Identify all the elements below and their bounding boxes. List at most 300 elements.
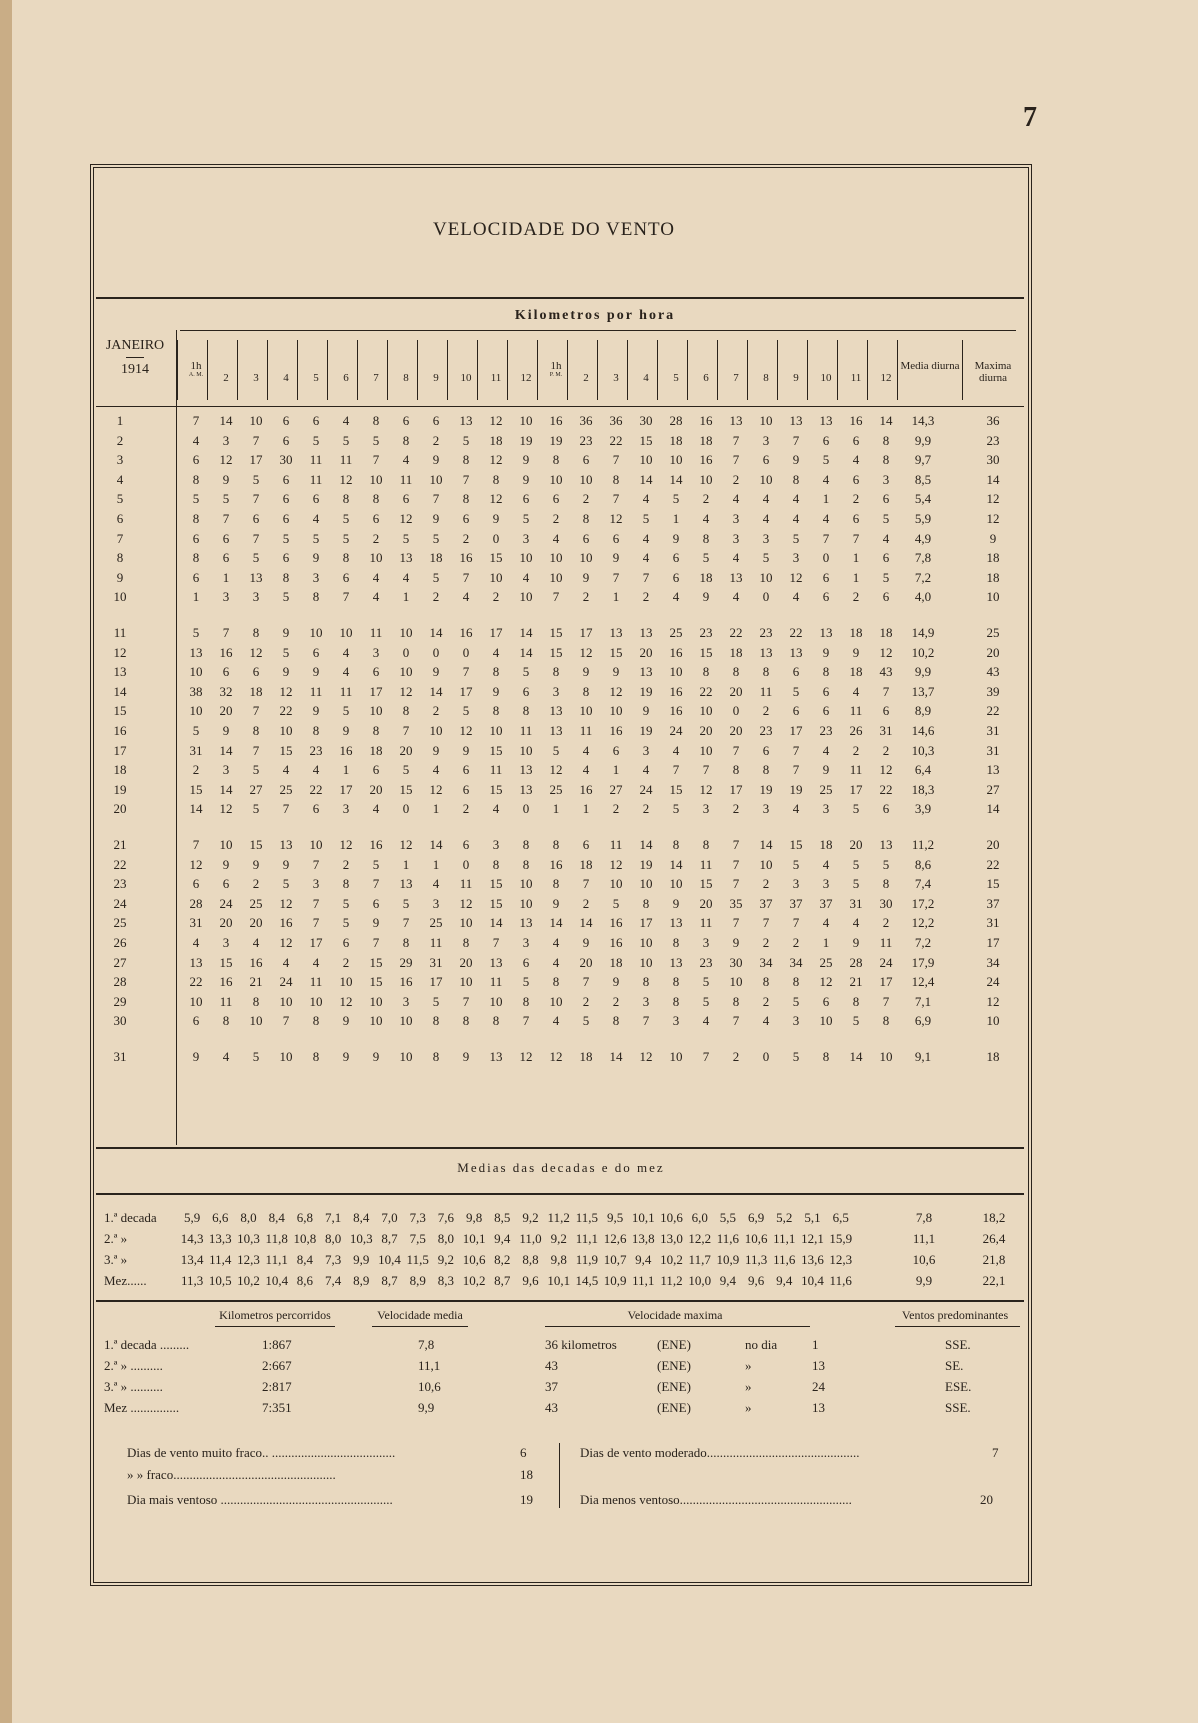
hour-label: 6	[343, 372, 349, 384]
hour-value: 10	[279, 723, 293, 738]
hour-value: 4	[192, 432, 200, 448]
hour-value: 9	[432, 511, 440, 526]
hour-value: 10	[369, 471, 383, 487]
hour-value: 5	[792, 856, 800, 872]
column-rule	[357, 340, 358, 400]
hour-value: 11	[489, 974, 503, 990]
hour-value: 8	[642, 895, 650, 911]
hour-label: 10	[820, 372, 832, 384]
hour-value: 18	[369, 742, 383, 758]
hour-value: 13	[399, 876, 413, 892]
bottom-label: 3.ª » ..........	[104, 1379, 163, 1394]
summary-value: 10,3	[237, 1231, 260, 1246]
hour-value: 14	[189, 801, 203, 817]
hour-value: 2	[492, 589, 500, 605]
hour-value: 8	[402, 703, 410, 719]
muito-fraco-value: 6	[520, 1445, 527, 1460]
summary-value: 9,4	[776, 1273, 793, 1288]
hour-value: 3	[312, 569, 320, 585]
hour-value: 8	[372, 413, 380, 428]
hour-value: 5	[852, 876, 860, 892]
hour-value: 6	[582, 530, 590, 546]
hour-value: 13	[639, 664, 653, 680]
hour-value: 20	[219, 915, 233, 931]
hour-value: 2	[732, 801, 740, 817]
hour-value: 7	[432, 491, 440, 507]
summary-value: 11,1	[632, 1273, 655, 1288]
hour-value: 8	[732, 762, 740, 778]
hour-value: 14	[669, 471, 683, 487]
hour-value: 5	[312, 432, 320, 448]
hour-value: 31	[849, 895, 863, 911]
summary-value: 7,5	[409, 1231, 426, 1246]
hour-value: 12	[609, 683, 623, 699]
hour-value: 8	[762, 974, 770, 990]
daily-max: 12	[986, 491, 1000, 507]
hour-value: 6	[432, 413, 440, 428]
column-rule	[747, 340, 748, 400]
hour-value: 5	[552, 742, 560, 758]
summary-value: 9,2	[437, 1252, 455, 1267]
daily-media: 8,9	[914, 703, 932, 719]
column-rule	[627, 340, 628, 400]
hour-value: 10	[189, 703, 203, 719]
hour-value: 8	[792, 974, 800, 990]
hour-value: 12	[639, 1049, 653, 1064]
hour-value: 37	[789, 895, 803, 911]
hour-value: 17	[309, 935, 323, 950]
hour-value: 7	[222, 625, 230, 640]
hour-value: 15	[369, 974, 383, 990]
hour-value: 9	[582, 935, 590, 950]
hour-value: 15	[549, 644, 563, 660]
hour-value: 8	[582, 683, 590, 699]
hour-value: 11	[759, 683, 773, 699]
hour-value: 5	[342, 915, 350, 931]
summary-value: 7,3	[324, 1252, 342, 1267]
hour-value: 9	[462, 742, 470, 758]
hour-value: 17	[429, 974, 443, 990]
hour-value: 6	[372, 664, 380, 680]
hour-value: 14	[219, 413, 233, 428]
hour-value: 6	[612, 742, 620, 758]
hour-value: 7	[582, 876, 590, 892]
hour-value: 8	[432, 1049, 440, 1064]
hour-value: 7	[192, 413, 200, 428]
hour-value: 8	[342, 550, 350, 566]
hour-value: 9	[312, 550, 320, 566]
hour-value: 3	[732, 530, 740, 546]
hour-value: 18	[669, 432, 683, 448]
vel-media-value: 9,9	[418, 1400, 435, 1415]
hour-value: 10	[369, 703, 383, 719]
summary-value: 8,5	[494, 1210, 511, 1225]
daily-media: 9,1	[914, 1049, 932, 1064]
hour-value: 26	[849, 723, 863, 738]
hour-value: 12	[399, 837, 413, 852]
hour-value: 7	[252, 530, 260, 546]
summary-value: 8,0	[437, 1231, 455, 1246]
hour-value: 2	[582, 895, 590, 911]
hour-value: 4	[432, 762, 440, 778]
hour-value: 4	[342, 413, 350, 428]
summary-value: 9,8	[465, 1210, 483, 1225]
hour-value: 10	[759, 413, 773, 428]
hour-value: 18	[579, 856, 593, 872]
hour-value: 5	[852, 801, 860, 817]
hour-value: 6	[522, 954, 530, 970]
hour-value: 12	[579, 644, 593, 660]
hour-value: 4	[762, 511, 770, 526]
hour-value: 10	[369, 550, 383, 566]
summary-value: 8,4	[268, 1210, 285, 1225]
hour-value: 11	[309, 974, 323, 990]
hour-value: 14	[879, 413, 893, 428]
hour-value: 4	[642, 491, 650, 507]
hour-value: 9	[282, 664, 290, 680]
hour-value: 16	[549, 856, 563, 872]
hour-value: 10	[759, 569, 773, 585]
hour-value: 0	[762, 589, 770, 605]
dia-value: 13	[812, 1400, 825, 1415]
hour-value: 5	[252, 550, 260, 566]
vento-value: SE.	[945, 1358, 964, 1373]
daily-max: 23	[986, 432, 1000, 448]
hour-value: 20	[729, 723, 743, 738]
hour-value: 0	[432, 644, 440, 660]
hour-value: 8	[342, 876, 350, 892]
hour-value: 2	[882, 915, 890, 931]
summary-value: 5,2	[776, 1210, 793, 1225]
hour-value: 14	[549, 915, 563, 931]
hour-value: 6	[582, 452, 590, 468]
hour-value: 7	[222, 511, 230, 526]
hour-value: 5	[282, 644, 290, 660]
hour-value: 37	[819, 895, 833, 911]
daily-max: 18	[986, 569, 1000, 585]
hour-value: 15	[669, 781, 683, 797]
hour-value: 9	[492, 511, 500, 526]
hour-value: 4	[342, 644, 350, 660]
daily-max: 30	[986, 452, 1000, 468]
hour-value: 6	[252, 664, 260, 680]
hour-value: 9	[852, 644, 860, 660]
hour-value: 4	[822, 471, 830, 487]
summary-value: 7,6	[437, 1210, 455, 1225]
hour-value: 18	[819, 837, 833, 852]
daily-media: 14,3	[911, 413, 935, 428]
hour-value: 15	[549, 625, 563, 640]
hour-value: 6	[342, 569, 350, 585]
hour-value: 3	[762, 801, 770, 817]
hour-value: 6	[282, 491, 290, 507]
hour-value: 8	[672, 993, 680, 1009]
day-label: 6	[116, 511, 124, 526]
hour-value: 18	[489, 432, 503, 448]
dia-label: »	[745, 1379, 752, 1394]
hour-value: 9	[672, 530, 680, 546]
hour-value: 13	[789, 413, 803, 428]
hour-value: 10	[639, 876, 653, 892]
hour-value: 27	[609, 781, 623, 797]
day-label: 17	[113, 742, 127, 758]
hour-value: 12	[549, 1049, 563, 1064]
hour-value: 10	[669, 664, 683, 680]
hour-value: 7	[312, 895, 320, 911]
hour-value: 11	[489, 762, 503, 778]
hour-value: 14	[519, 625, 533, 640]
hour-value: 5	[882, 856, 890, 872]
hour-value: 6	[882, 801, 890, 817]
hour-value: 17	[849, 781, 863, 797]
hour-label: 3	[253, 372, 259, 384]
hour-value: 5	[282, 876, 290, 892]
hour-value: 11	[309, 471, 323, 487]
summary-value: 9,5	[606, 1210, 624, 1225]
hour-value: 17	[579, 625, 593, 640]
hour-value: 16	[609, 723, 623, 738]
daily-media: 10,3	[911, 742, 935, 758]
hour-value: 6	[552, 491, 560, 507]
hour-value: 5	[522, 511, 530, 526]
daily-max: 36	[986, 413, 1000, 428]
summary-value: 11,8	[265, 1231, 288, 1246]
daily-media: 14,9	[911, 625, 935, 640]
column-rule	[387, 340, 388, 400]
hour-value: 13	[189, 954, 203, 970]
hour-value: 4	[732, 550, 740, 566]
hour-value: 8	[702, 530, 710, 546]
hour-value: 17	[639, 915, 653, 931]
vento-value: SSE.	[945, 1337, 971, 1352]
hour-value: 4	[312, 954, 320, 970]
day-label: 30	[113, 1013, 127, 1029]
hour-value: 7	[852, 530, 860, 546]
hour-value: 12	[609, 856, 623, 872]
hour-value: 11	[309, 452, 323, 468]
hour-value: 8	[552, 837, 560, 852]
hour-value: 0	[492, 530, 500, 546]
hour-value: 10	[189, 993, 203, 1009]
hour-label: 6	[703, 372, 709, 384]
summary-value: 10,9	[716, 1252, 740, 1267]
hour-value: 10	[759, 471, 773, 487]
hour-label: 9	[433, 372, 439, 384]
summary-value: 8,7	[381, 1231, 398, 1246]
hour-value: 16	[399, 974, 413, 990]
hour-value: 8	[822, 664, 830, 680]
hour-value: 10	[489, 723, 503, 738]
day-label: 19	[113, 781, 127, 797]
hour-value: 1	[432, 801, 440, 817]
hour-value: 31	[429, 954, 443, 970]
year-bar	[126, 357, 144, 358]
column-rule	[777, 340, 778, 400]
hour-value: 6	[402, 491, 410, 507]
day-label: 27	[113, 954, 127, 970]
hour-value: 4	[372, 569, 380, 585]
hour-value: 2	[372, 530, 380, 546]
hour-value: 14	[849, 1049, 863, 1064]
hour-value: 30	[879, 895, 893, 911]
hour-value: 20	[699, 723, 713, 738]
hour-value: 14	[429, 625, 443, 640]
hour-value: 0	[402, 801, 410, 817]
hour-value: 12	[489, 413, 503, 428]
hour-value: 3	[762, 530, 770, 546]
hour-value: 1	[852, 550, 860, 566]
hour-value: 31	[879, 723, 893, 738]
hour-value: 15	[489, 550, 503, 566]
hour-value: 2	[762, 935, 770, 950]
summary-value: 10,4	[378, 1252, 401, 1267]
hour-value: 6	[312, 413, 320, 428]
hour-value: 20	[849, 837, 863, 852]
hour-value: 1	[402, 589, 410, 605]
hour-value: 5	[342, 511, 350, 526]
hour-value: 36	[579, 413, 593, 428]
hour-value: 9	[702, 589, 710, 605]
hour-value: 10	[549, 993, 563, 1009]
hour-value: 10	[309, 625, 323, 640]
column-rule	[177, 340, 178, 400]
hour-value: 7	[732, 915, 740, 931]
hour-label: 1h	[190, 360, 202, 372]
hour-label: 8	[403, 372, 409, 384]
hour-value: 16	[219, 974, 233, 990]
hour-value: 15	[609, 644, 623, 660]
hour-value: 9	[852, 935, 860, 950]
hour-value: 22	[279, 703, 293, 719]
hour-value: 10	[549, 550, 563, 566]
hour-value: 5	[852, 856, 860, 872]
hour-value: 9	[732, 935, 740, 950]
summary-value: 8,2	[494, 1252, 511, 1267]
direction-value: (ENE)	[657, 1358, 691, 1373]
hour-value: 4	[882, 530, 890, 546]
hour-value: 5	[342, 895, 350, 911]
hour-value: 3	[402, 993, 410, 1009]
hour-value: 3	[792, 550, 800, 566]
summary-value: 7,4	[324, 1273, 342, 1288]
hour-value: 10	[279, 1049, 293, 1064]
daily-max: 24	[986, 974, 1000, 990]
hour-value: 15	[369, 954, 383, 970]
hour-value: 8	[882, 876, 890, 892]
hour-value: 10	[549, 471, 563, 487]
summary-value: 9,2	[550, 1231, 567, 1246]
hour-value: 10	[339, 974, 353, 990]
hour-value: 9	[282, 856, 290, 872]
hour-value: 3	[882, 471, 890, 487]
hour-value: 10	[759, 856, 773, 872]
hour-value: 1	[822, 491, 830, 507]
hour-value: 7	[252, 432, 260, 448]
hour-value: 14	[219, 781, 233, 797]
hour-label: 5	[673, 372, 679, 384]
direction-value: (ENE)	[657, 1400, 691, 1415]
column-rule	[657, 340, 658, 400]
hour-value: 35	[729, 895, 743, 911]
hour-value: 18	[729, 644, 743, 660]
hour-value: 5	[462, 432, 470, 448]
daily-media: 14,6	[911, 723, 935, 738]
hour-value: 6	[852, 471, 860, 487]
hour-value: 8	[612, 471, 620, 487]
hour-value: 8	[642, 974, 650, 990]
daily-max: 14	[986, 801, 1000, 817]
summary-value: 10,2	[660, 1252, 683, 1267]
summary-value: 7,3	[409, 1210, 426, 1225]
hour-value: 8	[462, 935, 470, 950]
daily-max: 34	[986, 954, 1000, 970]
hour-value: 8	[552, 876, 560, 892]
summary-value: 13,4	[180, 1252, 204, 1267]
hour-value: 1	[552, 801, 560, 817]
hour-value: 7	[402, 915, 410, 931]
hour-value: 7	[792, 742, 800, 758]
hour-value: 16	[699, 413, 713, 428]
hour-value: 10	[699, 471, 713, 487]
hour-value: 13	[819, 625, 833, 640]
hour-value: 4	[222, 1049, 230, 1064]
hour-value: 8	[522, 993, 530, 1009]
hour-value: 8	[402, 935, 410, 950]
hour-value: 6	[222, 550, 230, 566]
hour-value: 20	[729, 683, 743, 699]
summary-value: 12,1	[801, 1231, 824, 1246]
hour-value: 8	[282, 569, 290, 585]
hour-value: 43	[879, 664, 893, 680]
hour-value: 4	[492, 801, 500, 817]
daily-media: 9,9	[914, 432, 932, 448]
summary-value: 8,8	[522, 1252, 539, 1267]
hour-value: 6	[522, 683, 530, 699]
hour-value: 6	[762, 452, 770, 468]
summary-value: 10,6	[660, 1210, 683, 1225]
hour-value: 4	[552, 1013, 560, 1029]
hour-value: 10	[249, 1013, 263, 1029]
hour-label: 4	[643, 372, 649, 384]
summary-media: 10,6	[912, 1252, 936, 1267]
daily-max: 10	[986, 1013, 1000, 1029]
daily-media: 12,2	[911, 915, 935, 931]
hour-value: 2	[762, 703, 770, 719]
hour-value: 12	[339, 837, 353, 852]
hour-value: 3	[432, 895, 440, 911]
hour-value: 8	[552, 452, 560, 468]
hour-value: 27	[249, 781, 263, 797]
hour-value: 5	[192, 723, 200, 738]
daily-media: 7,2	[914, 935, 932, 950]
hour-value: 6	[822, 703, 830, 719]
daily-max: 20	[986, 644, 1000, 660]
muito-fraco-label: Dias de vento muito fraco.. ......................................	[127, 1445, 396, 1460]
summary-value: 11,1	[773, 1231, 796, 1246]
column-rule	[237, 340, 238, 400]
summary-value: 9,8	[550, 1252, 567, 1267]
summary-value: 8,6	[296, 1273, 314, 1288]
hour-value: 5	[672, 491, 680, 507]
hour-value: 28	[669, 413, 683, 428]
summary-value: 10,2	[237, 1273, 260, 1288]
day-label: 4	[116, 471, 124, 487]
hour-value: 4	[372, 589, 380, 605]
hour-value: 3	[522, 935, 530, 950]
bottom-label: 1.ª decada .........	[104, 1337, 190, 1352]
hour-value: 13	[819, 413, 833, 428]
hour-value: 7	[462, 471, 470, 487]
